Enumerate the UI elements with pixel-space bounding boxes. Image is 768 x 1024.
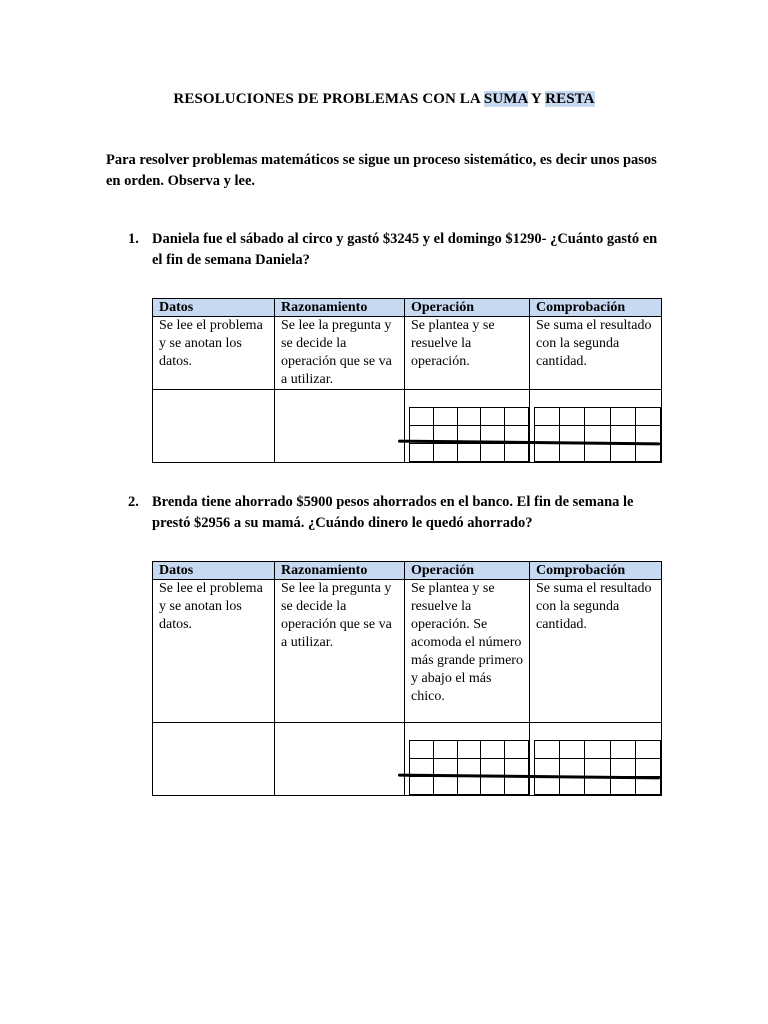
cell-comprobacion: Se suma el resultado con la segunda cantidad.: [530, 580, 662, 723]
answer-cell-comprobacion[interactable]: [530, 390, 662, 463]
answer-cell-razonamiento[interactable]: [275, 390, 405, 463]
table-header-row: [153, 562, 662, 580]
steps-table-2: [152, 561, 662, 796]
table-row: [153, 580, 662, 723]
cell-operacion: Se plantea y se resuelve la operación. Se acomoda el número más grande primero y abajo el más chico.: [405, 580, 530, 723]
title-highlight-resta: RESTA: [545, 91, 595, 107]
answer-cell-operacion[interactable]: [405, 723, 530, 796]
problem-text: Brenda tiene ahorrado $5900 pesos ahorrados en el banco. El fin de semana le prestó $2956 a su mamá. ¿Cuándo dinero le quedó ahorrado?: [152, 494, 634, 531]
title-connector: Y: [527, 91, 546, 107]
check-grid: [534, 740, 661, 795]
answer-cell-comprobacion[interactable]: [530, 723, 662, 796]
answer-cell-razonamiento[interactable]: [275, 723, 405, 796]
answer-row: [153, 390, 662, 463]
intro-paragraph: Para resolver problemas matemáticos se sigue un proceso sistemático, es decir unos pasos en orden. Observa y lee.: [106, 152, 657, 189]
problem-number: 1.: [128, 231, 139, 247]
operation-grid: [409, 740, 529, 795]
header-comprobacion: Comprobación: [530, 562, 662, 580]
table-row: [153, 317, 662, 390]
header-operacion: Operación: [405, 299, 530, 317]
cell-datos: Se lee el problema y se anotan los datos.: [153, 580, 275, 723]
answer-cell-datos[interactable]: [153, 723, 275, 796]
page-title: [0, 91, 768, 108]
cell-datos: Se lee el problema y se anotan los datos.: [153, 317, 275, 390]
table-header-row: [153, 299, 662, 317]
title-text: RESOLUCIONES DE PROBLEMAS CON LA: [173, 91, 484, 107]
problem-text: Daniela fue el sábado al circo y gastó $3245 y el domingo $1290- ¿Cuánto gastó en el fin de semana Daniela?: [152, 231, 658, 268]
problem-2: [128, 492, 668, 534]
answer-row: [153, 723, 662, 796]
header-datos: Datos: [153, 562, 275, 580]
answer-cell-datos[interactable]: [153, 390, 275, 463]
check-grid: [534, 407, 661, 462]
operation-grid: [409, 407, 529, 462]
cell-operacion: Se plantea y se resuelve la operación.: [405, 317, 530, 390]
problem-1: [128, 229, 668, 271]
cell-comprobacion: Se suma el resultado con la segunda cantidad.: [530, 317, 662, 390]
header-razonamiento: Razonamiento: [275, 562, 405, 580]
cell-razonamiento: Se lee la pregunta y se decide la operación que se va a utilizar.: [275, 580, 405, 723]
header-comprobacion: Comprobación: [530, 299, 662, 317]
title-highlight-suma: SUMA: [483, 91, 528, 107]
header-operacion: Operación: [405, 562, 530, 580]
problem-number: 2.: [128, 494, 139, 510]
steps-table-1: [152, 298, 662, 463]
cell-razonamiento: Se lee la pregunta y se decide la operación que se va a utilizar.: [275, 317, 405, 390]
header-datos: Datos: [153, 299, 275, 317]
header-razonamiento: Razonamiento: [275, 299, 405, 317]
answer-cell-operacion[interactable]: [405, 390, 530, 463]
